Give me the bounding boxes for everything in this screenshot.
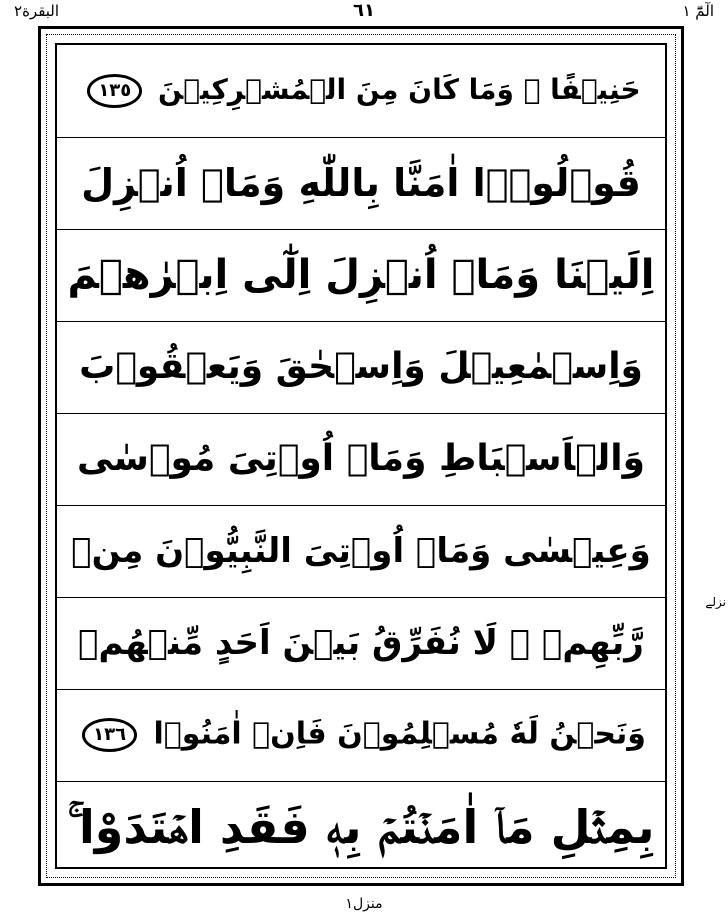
text-lines <box>57 45 665 867</box>
manzil-footer: منزل١ <box>345 896 383 912</box>
line-text: بِمِثۡلِ مَاۤ اٰمَنۡتُمۡ بِهٖ فَقَدِ اهۡتَدَوْا ۚ <box>67 800 655 854</box>
ayah-marker: ١٣٦ <box>82 718 137 752</box>
line-text: حَنِيۡفًا ۚ وَمَا كَانَ مِنَ الۡمُشۡرِكِيۡنَ <box>158 73 641 106</box>
line-text: وَالۡاَسۡبَاطِ وَمَاۤ اُوۡتِىَ مُوۡسٰى <box>77 438 645 479</box>
juz-label: الٓمّٓ ١ <box>682 2 714 20</box>
text-line <box>57 689 665 782</box>
line-text: اِلَيۡنَا وَمَاۤ اُنۡزِلَ اِلٰٓى اِبۡرٰهٖمَ <box>67 252 655 298</box>
text-line <box>57 413 665 506</box>
line-text: قُوۡلُوۡۤا اٰمَنَّا بِاللّٰهِ وَمَاۤ اُنۡزِلَ <box>81 161 641 205</box>
text-line <box>57 137 665 230</box>
text-line <box>57 781 665 873</box>
line-text: وَعِيۡسٰى وَمَاۤ اُوۡتِىَ النَّبِيُّوۡنَ مِنۡ <box>71 531 651 571</box>
line-text: رَّبِّهِمۡ ۚ لَا نُفَرِّقُ بَيۡنَ اَحَدٍ مِّنۡهُمۡ <box>78 623 644 663</box>
text-line <box>57 505 665 598</box>
text-line <box>57 45 665 138</box>
page-frame <box>38 26 684 886</box>
surah-label: البقرة۲ <box>14 2 60 20</box>
ruku-marker: نزلے <box>705 595 726 609</box>
line-text: وَاِسۡمٰعِيۡلَ وَاِسۡحٰقَ وَيَعۡقُوۡبَ <box>79 346 643 387</box>
text-line <box>57 321 665 414</box>
page-number: ٦١ <box>353 0 375 21</box>
line-text: وَنَحۡنُ لَهٗ مُسۡلِمُوۡنَ فَاِنۡ اٰمَنُوۡا <box>153 716 646 752</box>
text-line <box>57 229 665 322</box>
text-line <box>57 597 665 690</box>
ayah-marker: ١٣٥ <box>87 74 142 108</box>
